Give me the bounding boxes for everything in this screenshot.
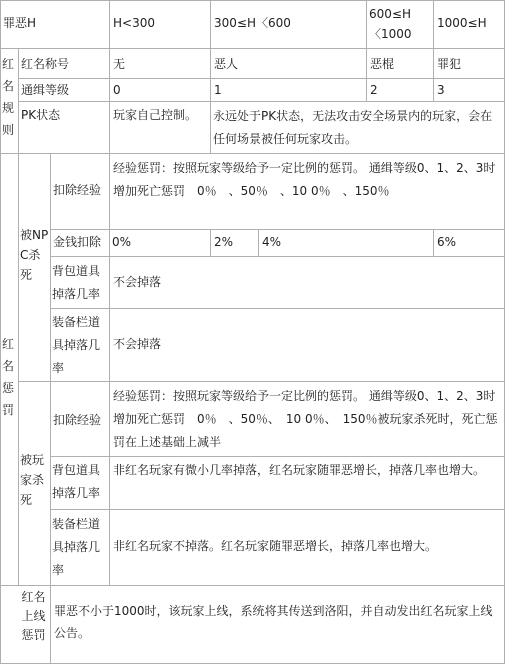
header-cell-range-3: 600≤H〈1000 bbox=[369, 7, 412, 41]
pk-status-red: 永远处于PK状态，无法攻击安全场景内的玩家，会在任何场景被任何玩家攻击。 bbox=[213, 109, 493, 146]
online-penalty-value: 罪恶不小于1000时，该玩家上线，系统将其传送到洛阳，并自动发出红名玩家上线公告。 bbox=[54, 604, 493, 640]
title-value: 罪犯 bbox=[437, 57, 462, 71]
header-cell-range-2: 300≤H〈600 bbox=[214, 16, 291, 30]
title-value: 恶棍 bbox=[370, 57, 395, 71]
npc-exp-penalty: 经验惩罚：按照玩家等级给予一定比例的惩罚。 通缉等级0、1、2、3时增加死亡惩罚 0％ 、50％ 、10 0％ 、150％ bbox=[113, 161, 496, 198]
npc-equip-drop-value: 不会掉落 bbox=[113, 337, 162, 351]
title-value: 恶人 bbox=[214, 57, 239, 71]
row-label-bag-drop: 背包道具掉落几率 bbox=[52, 264, 101, 301]
row-label-equip-drop: 装备栏道具掉落几率 bbox=[52, 315, 101, 375]
row-label-bag-drop: 背包道具掉落几率 bbox=[52, 463, 101, 500]
row-label-equip-drop: 装备栏道具掉落几率 bbox=[52, 517, 101, 577]
row-label-title: 红名称号 bbox=[21, 57, 70, 71]
player-bag-drop-value: 非红名玩家有微小几率掉落，红名玩家随罪恶增长，掉落几率也增大。 bbox=[113, 463, 486, 477]
row-label-pk-status: PK状态 bbox=[21, 108, 61, 122]
row-label-wanted-level: 通缉等级 bbox=[21, 83, 70, 97]
row-label-exp-deduct: 扣除经验 bbox=[53, 413, 102, 427]
gold-deduct-value: 2% bbox=[214, 235, 234, 249]
row-label-gold-deduct: 金钱扣除 bbox=[53, 235, 102, 249]
player-exp-penalty: 经验惩罚：按照玩家等级给予一定比例的惩罚。 通缉等级0、1、2、3时增加死亡惩罚 0％ 、50％、 10 0％、 150％被玩家杀死时，死亡惩罚在上述基础上减半 bbox=[113, 389, 498, 449]
pk-status-normal: 玩家自己控制。 bbox=[113, 108, 198, 122]
group-label-rules: 红名规则 bbox=[2, 57, 15, 137]
wanted-level-value: 2 bbox=[370, 83, 378, 97]
gold-deduct-value: 4% bbox=[262, 235, 282, 249]
title-value: 无 bbox=[113, 57, 126, 71]
npc-bag-drop-value: 不会掉落 bbox=[113, 275, 162, 289]
gold-deduct-value: 6% bbox=[437, 235, 457, 249]
wanted-level-value: 0 bbox=[113, 83, 121, 97]
group-label-penalty: 红名惩罚 bbox=[2, 337, 15, 417]
header-cell-crime: 罪恶H bbox=[3, 16, 37, 30]
header-cell-range-4: 1000≤H bbox=[437, 16, 487, 30]
header-cell-range-1: H<300 bbox=[113, 16, 155, 30]
wanted-level-value: 1 bbox=[214, 83, 222, 97]
gold-deduct-value: 0% bbox=[112, 235, 132, 249]
subgroup-label-player: 被玩家杀死 bbox=[20, 453, 45, 507]
player-equip-drop-value: 非红名玩家不掉落。红名玩家随罪恶增长，掉落几率也增大。 bbox=[113, 539, 438, 553]
wanted-level-value: 3 bbox=[437, 83, 445, 97]
row-label-online-penalty: 红名上线惩罚 bbox=[21, 590, 46, 642]
subgroup-label-npc: 被NPC杀死 bbox=[20, 228, 49, 282]
row-label-exp-deduct: 扣除经验 bbox=[53, 183, 102, 197]
